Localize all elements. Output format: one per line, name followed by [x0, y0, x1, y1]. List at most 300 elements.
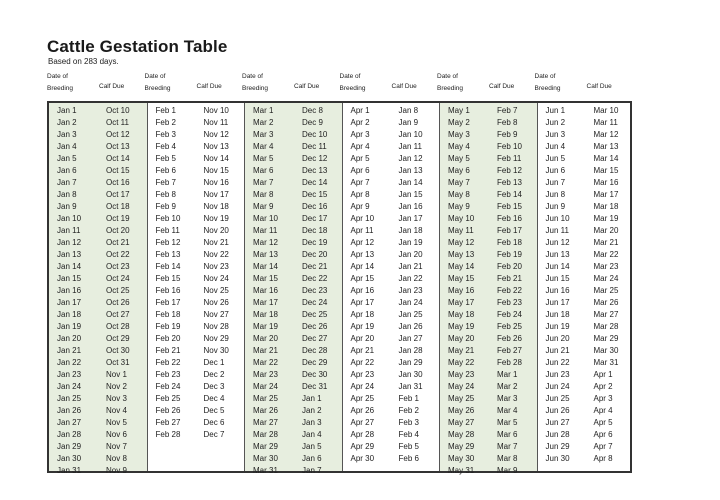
calf-due-date: Oct 27 [106, 310, 130, 319]
breeding-date: Feb 18 [155, 310, 181, 319]
calf-due-date: Nov 16 [203, 178, 229, 187]
table-row [148, 405, 245, 417]
breeding-date: Jan 26 [57, 406, 82, 415]
calf-due-date: Dec 18 [302, 226, 328, 235]
table-row [538, 141, 635, 153]
table-row [148, 129, 245, 141]
table-row [343, 417, 440, 429]
calf-due-date: Feb 14 [497, 190, 522, 199]
table-row [440, 357, 537, 369]
breeding-date: Jan 17 [57, 298, 82, 307]
table-row [148, 369, 245, 381]
table-row [245, 129, 342, 141]
calf-due-date: Mar 7 [497, 442, 518, 451]
table-row [343, 237, 440, 249]
calf-due-date: Oct 13 [106, 142, 130, 151]
breeding-date: Mar 31 [253, 466, 278, 475]
calf-due-date: Feb 28 [497, 358, 522, 367]
breeding-date: May 31 [448, 466, 475, 475]
breeding-date: Jun 25 [545, 394, 570, 403]
breeding-date: Mar 14 [253, 262, 278, 271]
calf-due-date: Mar 20 [593, 226, 619, 235]
calf-due-date: Dec 28 [302, 346, 328, 355]
table-row [538, 309, 635, 321]
table-row [49, 321, 147, 333]
breeding-date: Mar 3 [253, 130, 274, 139]
breeding-date-label: Date of Breeding [534, 73, 561, 92]
breeding-date: Mar 29 [253, 442, 278, 451]
breeding-date: Apr 25 [350, 394, 375, 403]
calf-due-date: Oct 30 [106, 346, 130, 355]
calf-due-date: Nov 11 [203, 118, 229, 127]
breeding-date: Mar 30 [253, 454, 278, 463]
calf-due-date: Jan 22 [398, 274, 423, 283]
table-row [343, 261, 440, 273]
breeding-date: Mar 9 [253, 202, 274, 211]
calf-due-date: Nov 6 [106, 430, 127, 439]
calf-due-date: Mar 9 [497, 466, 518, 475]
breeding-date: Jun 22 [545, 358, 570, 367]
calf-due-date: Nov 5 [106, 418, 127, 427]
breeding-date: Mar 11 [253, 226, 278, 235]
breeding-date: Feb 9 [155, 202, 176, 211]
breeding-date: Apr 3 [350, 130, 370, 139]
breeding-date: Mar 6 [253, 166, 274, 175]
table-row [440, 141, 537, 153]
table-row [538, 261, 635, 273]
table-row [245, 297, 342, 309]
calf-due-label: Calf Due [586, 83, 612, 90]
breeding-date: Apr 22 [350, 358, 375, 367]
breeding-date: Jan 3 [57, 130, 77, 139]
table-row [440, 237, 537, 249]
breeding-date: May 15 [448, 274, 475, 283]
table-row [538, 417, 635, 429]
table-row [49, 297, 147, 309]
calf-due-date: Apr 5 [593, 418, 613, 427]
table-row [245, 261, 342, 273]
calf-due-date: Nov 1 [106, 370, 127, 379]
calf-due-date: Nov 28 [203, 322, 229, 331]
calf-due-date: Nov 7 [106, 442, 127, 451]
breeding-date: May 29 [448, 442, 475, 451]
calf-due-date: Apr 7 [593, 442, 613, 451]
calf-due-date: Jan 4 [302, 430, 322, 439]
table-row [538, 117, 635, 129]
breeding-date-label: Date of Breeding [242, 73, 269, 92]
calf-due-date: Oct 24 [106, 274, 130, 283]
table-row [148, 357, 245, 369]
table-row [538, 345, 635, 357]
breeding-date: Apr 9 [350, 202, 370, 211]
breeding-date: Jun 20 [545, 334, 570, 343]
calf-due-date: Mar 28 [593, 322, 619, 331]
calf-due-date: Jan 18 [398, 226, 423, 235]
table-row [343, 225, 440, 237]
table-row [49, 453, 147, 465]
breeding-date: Jan 29 [57, 442, 82, 451]
calf-due-date: Nov 8 [106, 454, 127, 463]
calf-due-date: Dec 6 [203, 418, 225, 427]
table-row [245, 441, 342, 453]
calf-due-date: Mar 11 [593, 118, 618, 127]
table-row [49, 429, 147, 441]
calf-due-date: Oct 14 [106, 154, 130, 163]
breeding-date: Jun 12 [545, 238, 570, 247]
breeding-date: Jan 6 [57, 166, 77, 175]
breeding-date: Apr 8 [350, 190, 370, 199]
table-row [148, 285, 245, 297]
table-row [538, 165, 635, 177]
breeding-date: Jun 21 [545, 346, 570, 355]
breeding-date: Jan 14 [57, 262, 82, 271]
calf-due-date: Dec 8 [302, 106, 323, 115]
calf-due-date: Feb 15 [497, 202, 522, 211]
table-row [245, 237, 342, 249]
breeding-date: Jun 8 [545, 190, 566, 199]
table-row [49, 357, 147, 369]
calf-due-date: Jan 30 [398, 370, 423, 379]
calf-due-date: Dec 1 [203, 358, 225, 367]
calf-due-date: Jan 16 [398, 202, 423, 211]
breeding-date: Jan 24 [57, 382, 82, 391]
calf-due-date: Feb 1 [398, 394, 419, 403]
breeding-date: May 5 [448, 154, 470, 163]
table-row [440, 273, 537, 285]
table-row [343, 249, 440, 261]
table-row [245, 369, 342, 381]
calf-due-date: Feb 6 [398, 454, 419, 463]
table-row [440, 105, 537, 117]
breeding-date: Apr 13 [350, 250, 375, 259]
table-row [148, 201, 245, 213]
calf-due-date: Jan 29 [398, 358, 423, 367]
table-row [245, 393, 342, 405]
calf-due-date: Oct 29 [106, 334, 130, 343]
table-row [245, 357, 342, 369]
calf-due-date: Feb 16 [497, 214, 522, 223]
table-row [148, 333, 245, 345]
breeding-date: Jun 28 [545, 430, 570, 439]
column-header [437, 69, 535, 99]
breeding-date: Feb 2 [155, 118, 176, 127]
table-row [49, 105, 147, 117]
calf-due-date: Dec 13 [302, 166, 328, 175]
breeding-date: May 6 [448, 166, 470, 175]
table-row [343, 405, 440, 417]
breeding-date: Mar 5 [253, 154, 274, 163]
table-row [440, 201, 537, 213]
calf-due-date: Nov 9 [106, 466, 127, 475]
table-row [245, 333, 342, 345]
calf-due-date: Oct 28 [106, 322, 130, 331]
calf-due-date: Jan 26 [398, 322, 423, 331]
calf-due-date: Jan 6 [302, 454, 322, 463]
breeding-date: Feb 8 [155, 190, 176, 199]
calf-due-date: Apr 3 [593, 394, 613, 403]
breeding-date: Apr 7 [350, 178, 370, 187]
calf-due-date: Mar 13 [593, 142, 619, 151]
calf-due-date: Oct 25 [106, 286, 130, 295]
table-row [245, 381, 342, 393]
column-header [242, 69, 340, 99]
calf-due-date: Nov 27 [203, 310, 229, 319]
breeding-date: Feb 27 [155, 418, 181, 427]
breeding-date: Jun 30 [545, 454, 570, 463]
breeding-date: Jun 13 [545, 250, 570, 259]
breeding-date-label: Date of Breeding [144, 73, 171, 92]
calf-due-date: Jan 12 [398, 154, 423, 163]
calf-due-date: Apr 4 [593, 406, 613, 415]
table-row [49, 285, 147, 297]
calf-due-date: Jan 21 [398, 262, 423, 271]
breeding-date: Mar 17 [253, 298, 278, 307]
breeding-date: Apr 2 [350, 118, 370, 127]
table-row [245, 273, 342, 285]
calf-due-date: Jan 1 [302, 394, 322, 403]
calf-due-date: Oct 15 [106, 166, 130, 175]
table-row [49, 345, 147, 357]
breeding-date: Feb 26 [155, 406, 181, 415]
table-row [148, 141, 245, 153]
calf-due-date: Oct 20 [106, 226, 130, 235]
breeding-date: Feb 6 [155, 166, 176, 175]
calf-due-date: Mar 18 [593, 202, 619, 211]
breeding-date: Jan 8 [57, 190, 77, 199]
calf-due-date: Dec 15 [302, 190, 328, 199]
breeding-date: Feb 14 [155, 262, 181, 271]
breeding-date: Feb 15 [155, 274, 181, 283]
table-row [245, 309, 342, 321]
breeding-date: Jan 7 [57, 178, 77, 187]
calf-due-date: Jan 17 [398, 214, 423, 223]
table-row [49, 141, 147, 153]
calf-due-date: Jan 25 [398, 310, 423, 319]
breeding-date: Jan 1 [57, 106, 77, 115]
breeding-date: May 24 [448, 382, 475, 391]
breeding-date: Jun 1 [545, 106, 566, 115]
table-row [343, 165, 440, 177]
breeding-date: Mar 21 [253, 346, 278, 355]
table-row [49, 189, 147, 201]
calf-due-date: Dec 31 [302, 382, 328, 391]
calf-due-date: Oct 11 [106, 118, 129, 127]
breeding-date: Apr 24 [350, 382, 375, 391]
table-row [148, 417, 245, 429]
breeding-date: Jun 2 [545, 118, 566, 127]
breeding-date: Apr 27 [350, 418, 375, 427]
calf-due-date: Mar 14 [593, 154, 619, 163]
table-row [538, 381, 635, 393]
calf-due-date: Mar 31 [593, 358, 619, 367]
breeding-date: Mar 27 [253, 418, 278, 427]
breeding-date: Jan 19 [57, 322, 82, 331]
breeding-date: Jan 15 [57, 274, 82, 283]
calf-due-date: Feb 5 [398, 442, 419, 451]
calf-due-date: Mar 4 [497, 406, 518, 415]
table-row [148, 213, 245, 225]
month-column [49, 103, 147, 475]
table-row [245, 249, 342, 261]
breeding-date: Mar 8 [253, 190, 274, 199]
calf-due-date: Dec 10 [302, 130, 328, 139]
table-row [245, 465, 342, 477]
calf-due-label: Calf Due [196, 83, 222, 90]
calf-due-date: Feb 27 [497, 346, 522, 355]
gestation-table [47, 101, 632, 473]
column-headers [47, 69, 632, 99]
column-header [145, 69, 243, 99]
table-row [343, 153, 440, 165]
table-row [49, 381, 147, 393]
table-row [49, 333, 147, 345]
table-row [440, 429, 537, 441]
table-row [49, 117, 147, 129]
calf-due-date: Nov 23 [203, 262, 229, 271]
breeding-date: Jun 15 [545, 274, 570, 283]
calf-due-date: Dec 12 [302, 154, 328, 163]
table-row [440, 453, 537, 465]
breeding-date: Feb 11 [155, 226, 180, 235]
calf-due-date: Dec 9 [302, 118, 323, 127]
breeding-date: Mar 12 [253, 238, 278, 247]
breeding-date: Feb 7 [155, 178, 176, 187]
table-row [148, 309, 245, 321]
calf-due-label: Calf Due [99, 83, 125, 90]
breeding-date: Jun 4 [545, 142, 566, 151]
table-row [49, 309, 147, 321]
table-row [245, 417, 342, 429]
calf-due-date: Oct 18 [106, 202, 130, 211]
calf-due-date: Nov 18 [203, 202, 229, 211]
breeding-date: Apr 20 [350, 334, 375, 343]
calf-due-date: Mar 8 [497, 454, 518, 463]
breeding-date: May 7 [448, 178, 470, 187]
breeding-date: Feb 28 [155, 430, 181, 439]
calf-due-date: Dec 26 [302, 322, 328, 331]
breeding-date: Mar 1 [253, 106, 274, 115]
table-row [440, 285, 537, 297]
calf-due-date: Nov 10 [203, 106, 229, 115]
calf-due-date: Nov 12 [203, 130, 229, 139]
table-row [245, 165, 342, 177]
breeding-date: May 23 [448, 370, 475, 379]
table-row [148, 429, 245, 441]
table-row [49, 465, 147, 477]
calf-due-date: Feb 13 [497, 178, 522, 187]
table-row [538, 177, 635, 189]
table-row [49, 165, 147, 177]
breeding-date: Feb 16 [155, 286, 181, 295]
breeding-date: Jan 5 [57, 154, 77, 163]
calf-due-date: Mar 10 [593, 106, 619, 115]
calf-due-date: Feb 22 [497, 286, 522, 295]
breeding-date: Mar 2 [253, 118, 274, 127]
breeding-date: Jun 16 [545, 286, 570, 295]
table-row [538, 369, 635, 381]
breeding-date: Mar 19 [253, 322, 278, 331]
breeding-date: Jun 14 [545, 262, 570, 271]
table-row [245, 321, 342, 333]
table-row [440, 129, 537, 141]
calf-due-date: Feb 8 [497, 118, 518, 127]
breeding-date: Jan 22 [57, 358, 82, 367]
table-row [343, 369, 440, 381]
breeding-date: Feb 17 [155, 298, 181, 307]
table-row [343, 381, 440, 393]
table-row [148, 117, 245, 129]
calf-due-date: Jan 13 [398, 166, 423, 175]
calf-due-date: Jan 24 [398, 298, 423, 307]
calf-due-date: Nov 24 [203, 274, 229, 283]
calf-due-date: Jan 7 [302, 466, 322, 475]
calf-due-date: Dec 20 [302, 250, 328, 259]
calf-due-date: Dec 3 [203, 382, 225, 391]
calf-due-date: Feb 23 [497, 298, 522, 307]
breeding-date: Jun 19 [545, 322, 570, 331]
calf-due-date: Dec 30 [302, 370, 328, 379]
table-row [245, 405, 342, 417]
table-row [148, 165, 245, 177]
table-row [49, 201, 147, 213]
breeding-date: May 11 [448, 226, 474, 235]
breeding-date: May 3 [448, 130, 470, 139]
breeding-date: Jun 18 [545, 310, 570, 319]
calf-due-date: Mar 29 [593, 334, 619, 343]
breeding-date: Jan 23 [57, 370, 82, 379]
breeding-date: Apr 16 [350, 286, 375, 295]
calf-due-date: Nov 15 [203, 166, 229, 175]
calf-due-date: Feb 12 [497, 166, 522, 175]
breeding-date: Mar 16 [253, 286, 278, 295]
calf-due-label: Calf Due [294, 83, 320, 90]
table-row [440, 177, 537, 189]
breeding-date: Apr 21 [350, 346, 375, 355]
table-row [343, 297, 440, 309]
breeding-date: May 4 [448, 142, 470, 151]
table-row [49, 405, 147, 417]
calf-due-date: Feb 7 [497, 106, 518, 115]
calf-due-date: Apr 8 [593, 454, 613, 463]
table-row [440, 381, 537, 393]
calf-due-date: Dec 27 [302, 334, 328, 343]
column-header [535, 69, 633, 99]
breeding-date: Mar 23 [253, 370, 278, 379]
breeding-date: Jun 23 [545, 370, 570, 379]
breeding-date: Mar 24 [253, 382, 278, 391]
breeding-date: Apr 14 [350, 262, 375, 271]
breeding-date: Jan 27 [57, 418, 82, 427]
breeding-date: May 25 [448, 394, 475, 403]
breeding-date: Mar 10 [253, 214, 278, 223]
table-row [148, 189, 245, 201]
breeding-date: Jan 18 [57, 310, 82, 319]
calf-due-date: Jan 28 [398, 346, 423, 355]
breeding-date: May 8 [448, 190, 470, 199]
table-row [538, 129, 635, 141]
breeding-date: Mar 18 [253, 310, 278, 319]
breeding-date: Jan 21 [57, 346, 82, 355]
table-row [245, 453, 342, 465]
breeding-date: Feb 24 [155, 382, 181, 391]
calf-due-date: Mar 6 [497, 430, 518, 439]
table-row [538, 237, 635, 249]
calf-due-date: Oct 21 [106, 238, 130, 247]
calf-due-date: Mar 24 [593, 274, 619, 283]
month-column [439, 103, 537, 475]
table-row [148, 261, 245, 273]
calf-due-date: Jan 14 [398, 178, 423, 187]
